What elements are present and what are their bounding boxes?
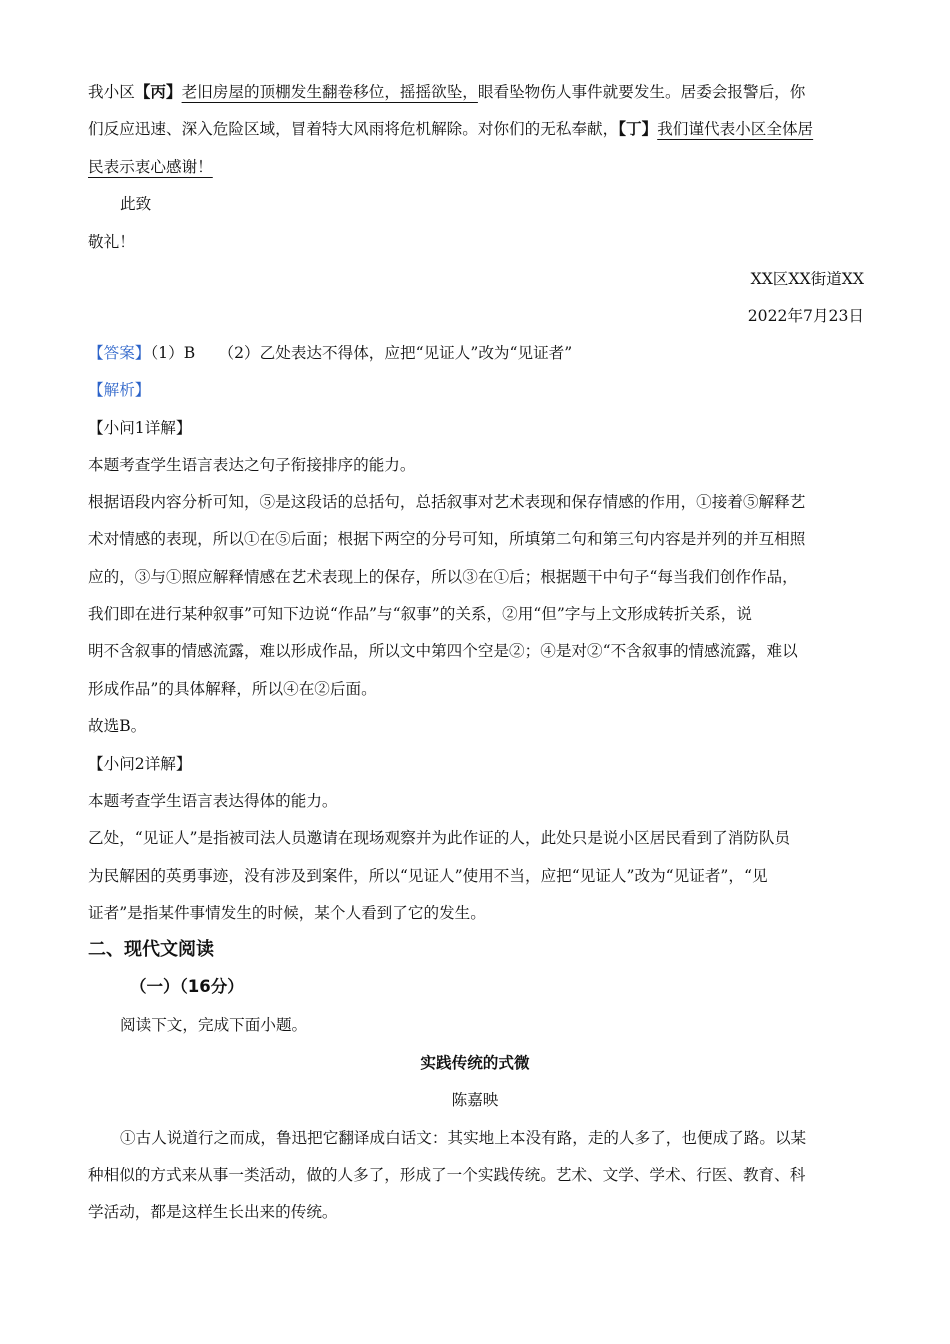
letter-text: 我小区 bbox=[88, 83, 135, 101]
article-title: 实践传统的式微 bbox=[420, 1053, 530, 1072]
letter-date: 2022年7月23日 bbox=[747, 307, 864, 325]
letter-line-1 bbox=[88, 82, 868, 102]
underlined-sentence: 老旧房屋的顶棚发生翻卷移位，摇摇欲坠， bbox=[181, 83, 478, 101]
section-instruction: 阅读下文，完成下面小题。 bbox=[120, 1016, 308, 1034]
q2-line: 本题考查学生语言表达得体的能力。 bbox=[88, 792, 338, 810]
section-heading: 二、现代文阅读 bbox=[88, 939, 214, 960]
q2-line: 证者”是指某件事情发生的时候，某个人看到了它的发生。 bbox=[88, 904, 486, 922]
analysis-tag: 【解析】 bbox=[88, 381, 151, 399]
answer-text: （1）B （2）乙处表达不得体，应把“见证人”改为“见证者” bbox=[150, 344, 573, 362]
article-paragraph-line: ①古人说道行之而成，鲁迅把它翻译成白话文：其实地上本没有路，走的人多了，也便成了路。以某 bbox=[120, 1129, 807, 1147]
blank-marker-ding: 【丁】 bbox=[618, 119, 658, 138]
q2-line: 乙处，“见证人”是指被司法人员邀请在现场观察并为此作证的人，此处只是说小区居民看到了消防队员 bbox=[88, 829, 791, 847]
letter-closing-1: 此致 bbox=[120, 195, 152, 213]
section-sub-heading: （一）（16分） bbox=[130, 977, 244, 996]
letter-sender: XX区XX街道XX bbox=[750, 270, 864, 288]
underlined-sentence: 我们谨代表小区全体居 bbox=[657, 120, 814, 138]
q1-line: 本题考查学生语言表达之句子衔接排序的能力。 bbox=[88, 456, 416, 474]
answer-tag: 【答案】 bbox=[88, 344, 151, 362]
q1-line: 应的，③与①照应解释情感在艺术表现上的保存，所以③在①后；根据题干中句子“每当我们创作作品， bbox=[88, 568, 798, 586]
q1-line: 我们即在进行某种叙事”可知下边说“作品”与“叙事”的关系，②用“但”字与上文形成转折关系，说 bbox=[88, 605, 752, 623]
article-paragraph-line: 学活动，都是这样生长出来的传统。 bbox=[88, 1203, 338, 1221]
letter-closing-2: 敬礼！ bbox=[88, 233, 135, 251]
q1-line: 形成作品”的具体解释，所以④在②后面。 bbox=[88, 680, 377, 698]
letter-line-2 bbox=[88, 119, 868, 139]
letter-text: 眼看坠物伤人事件就要发生。居委会报警后，你 bbox=[477, 83, 806, 101]
q1-title: 【小问1详解】 bbox=[88, 419, 192, 437]
letter-text: 们反应迅速、深入危险区域，冒着特大风雨将危机解除。对你们的无私奉献， bbox=[88, 120, 619, 138]
underlined-sentence: 民表示衷心感谢！ bbox=[88, 158, 213, 176]
answer-line bbox=[88, 343, 868, 363]
q1-line: 明不含叙事的情感流露，难以形成作品，所以文中第四个空是②；④是对②“不含叙事的情感流露，难以 bbox=[88, 642, 798, 660]
q1-conclusion: 故选B。 bbox=[88, 717, 147, 735]
q2-line: 为民解困的英勇事迹，没有涉及到案件，所以“见证人”使用不当，应把“见证人”改为“见证者”，“见 bbox=[88, 867, 768, 885]
blank-marker-bing: 【丙】 bbox=[134, 82, 182, 101]
q1-line: 术对情感的表现，所以①在⑤后面；根据下两空的分号可知，所填第二句和第三句内容是并列的并互相照 bbox=[88, 530, 806, 548]
q1-line: 根据语段内容分析可知，⑤是这段话的总括句，总括叙事对艺术表现和保存情感的作用，①接着⑤解释艺 bbox=[88, 493, 806, 511]
article-author: 陈嘉映 bbox=[451, 1091, 499, 1109]
q2-title: 【小问2详解】 bbox=[88, 755, 192, 773]
letter-line-3 bbox=[88, 157, 868, 177]
article-paragraph-line: 种相似的方式来从事一类活动，做的人多了，形成了一个实践传统。艺术、文学、学术、行医、教育、科 bbox=[88, 1166, 806, 1184]
